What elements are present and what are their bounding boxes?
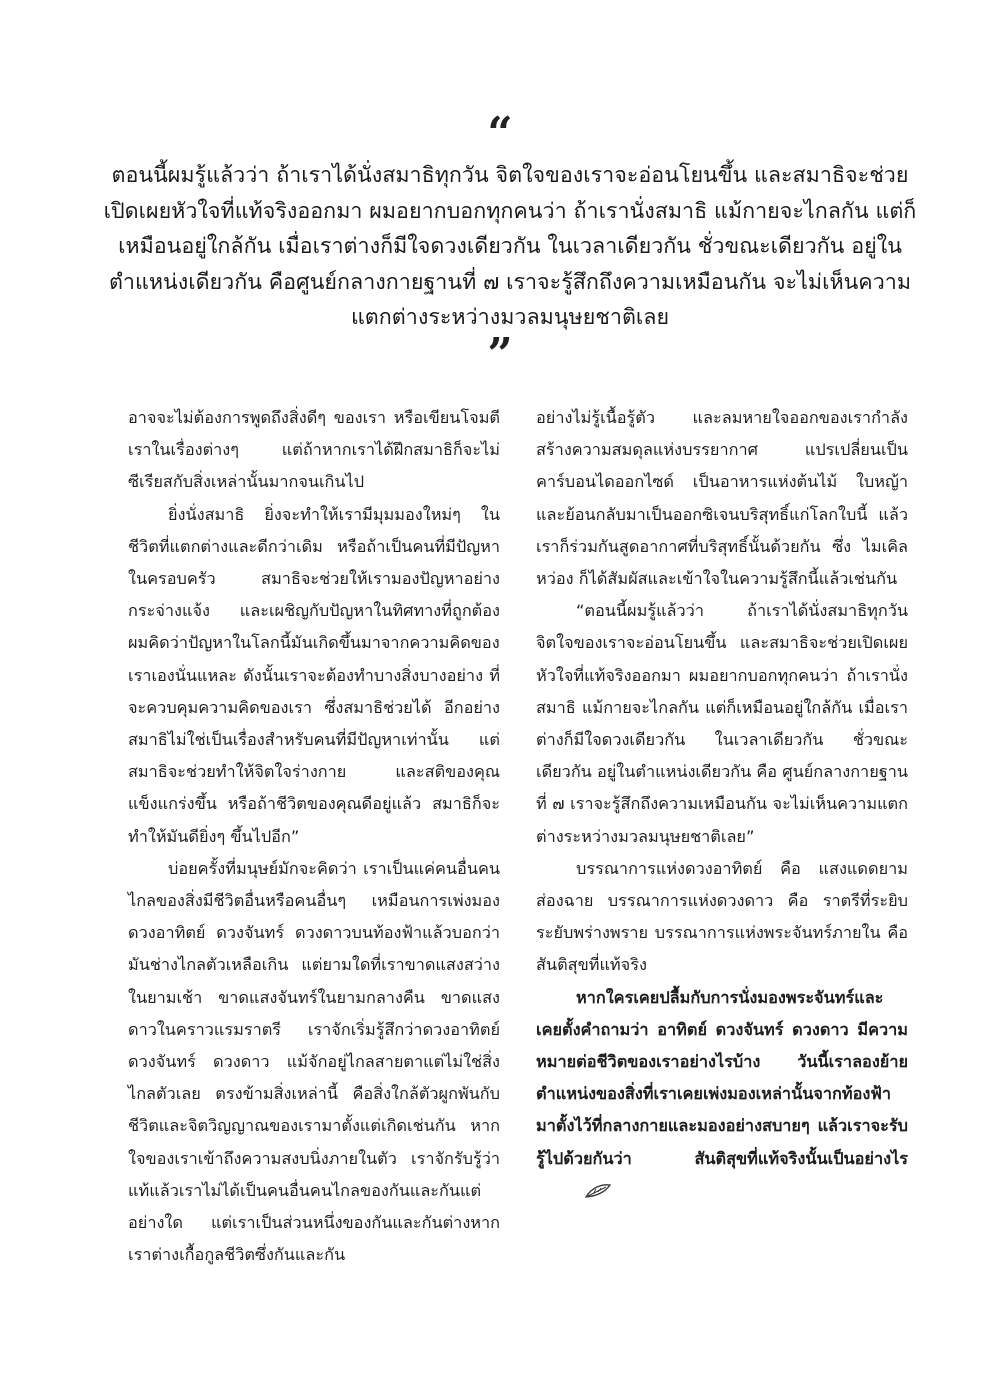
open-quote-mark: “ [487, 108, 513, 159]
leaf-end-mark-icon [544, 1178, 612, 1210]
right-paragraph-4-text: หากใครเคยปลื้มกับการนั่งมองพระจันทร์และเคยตั้งคำถามว่า อาทิตย์ ดวงจันทร์ ดวงดาว มีความหมายต่อชีวิตของเราอย่างไรบ้าง วันนี้เราลองย้ายตำแหน่งของสิ่งที่เราเคยเพ่งมองเหล่านั้นจากท้องฟ้ามาตั้งไว้ที่กลางกายและมองอย่างสบายๆ แล้วเราจะรับรู้ไปด้วยกันว่า สันติสุขที่แท้จริงนั้นเป็นอย่างไร [536, 987, 908, 1168]
right-paragraph-2: “ตอนนี้ผมรู้แล้วว่า ถ้าเราได้นั่งสมาธิทุกวัน จิตใจของเราจะอ่อนโยนขึ้น และสมาธิจะช่วยเปิดเผยหัวใจที่แท้จริงออกมา ผมอยากบอกทุกคนว่า ถ้าเรานั่งสมาธิ แม้กายจะไกลกัน แต่ก็เหมือนอยู่ใกล้กัน เมื่อเราต่างก็มีใจดวงเดียวกัน ในเวลาเดียวกัน ชั่วขณะเดียวกัน อยู่ในตำแหน่งเดียวกัน คือ ศูนย์กลางกายฐานที่ ๗ เราจะรู้สึกถึงความเหมือนกัน จะไม่เห็นความแตกต่างระหว่างมวลมนุษยชาติเลย” [536, 601, 908, 846]
right-paragraph-1: อย่างไม่รู้เนื้อรู้ตัว และลมหายใจออกของเรากำลังสร้างความสมดุลแห่งบรรยากาศ แปรเปลี่ยนเป็นคาร์บอนไดออกไซด์ เป็นอาหารแห่งต้นไม้ ใบหญ้า และย้อนกลับมาเป็นออกซิเจนบริสุทธิ์แก่โลกใบนี้ แล้วเราก็ร่วมกันสูดอากาศที่บริสุทธิ์นั้นด้วยกัน ซึ่ง ไมเคิล หว่อง ก็ได้สัมผัสและเข้าใจในความรู้สึกนี้แล้วเช่นกัน [536, 408, 908, 589]
left-paragraph-2: ยิ่งนั่งสมาธิ ยิ่งจะทำให้เรามีมุมมองใหม่ๆ ในชีวิตที่แตกต่างและดีกว่าเดิม หรือถ้าเป็นคนที่มีปัญหาในครอบครัว สมาธิจะช่วยให้เรามองปัญหาอย่างกระจ่างแจ้ง และเผชิญกับปัญหาในทิศทางที่ถูกต้อง ผมคิดว่าปัญหาในโลกนี้มันเกิดขึ้นมาจากความคิดของเราเองนั่นแหละ ดังนั้นเราจะต้องทำบางสิ่งบางอย่าง ที่จะควบคุมความคิดของเรา ซึ่งสมาธิช่วยได้ อีกอย่างสมาธิไม่ใช่เป็นเรื่องสำหรับคนที่มีปัญหาเท่านั้น แต่สมาธิจะช่วยทำให้จิตใจร่างกาย และสติของคุณแข็งแกร่งขึ้น หรือถ้าชีวิตของคุณดีอยู่แล้ว สมาธิก็จะทำให้มันดียิ่งๆ ขึ้นไปอีก” [128, 504, 500, 846]
close-quote-mark: ” [487, 329, 513, 380]
left-paragraph-3: บ่อยครั้งที่มนุษย์มักจะคิดว่า เราเป็นแค่คนอื่นคนไกลของสิ่งมีชีวิตอื่นหรือคนอื่นๆ เหมือนการเพ่งมองดวงอาทิตย์ ดวงจันทร์ ดวงดาวบนท้องฟ้าแล้วบอกว่า มันช่างไกลตัวเหลือเกิน แต่ยามใดที่เราขาดแสงสว่างในยามเช้า ขาดแสงจันทร์ในยามกลางคืน ขาดแสงดาวในคราวแรมราตรี เราจักเริ่มรู้สึกว่าดวงอาทิตย์ ดวงจันทร์ ดวงดาว แม้จักอยู่ไกลสายตาแต่ไม่ใช่สิ่งไกลตัวเลย ตรงข้ามสิ่งเหล่านี้ คือสิ่งใกล้ตัวผูกพันกับชีวิตและจิตวิญญาณของเรามาตั้งแต่เกิดเช่นกัน หากใจของเราเข้าถึงความสงบนิ่งภายในตัว เราจักรับรู้ว่า แท้แล้วเราไม่ได้เป็นคนอื่นคนไกลของกันและกันแต่อย่างใด แต่เราเป็นส่วนหนึ่งของกันและกันต่างหาก เราต่างเกื้อกูลชีวิตซึ่งกันและกัน [128, 858, 500, 1265]
right-column [536, 402, 908, 1210]
right-paragraph-3: บรรณาการแห่งดวงอาทิตย์ คือ แสงแดดยามส่องฉาย บรรณาการแห่งดวงดาว คือ ราตรีที่ระยิบระยับพร่างพราย บรรณาการแห่งพระจันทร์ภายใน คือ สันติสุขที่แท้จริง [536, 858, 908, 975]
right-paragraph-4 [536, 982, 908, 1210]
left-paragraph-1: อาจจะไม่ต้องการพูดถึงสิ่งดีๆ ของเรา หรือเขียนโจมตีเราในเรื่องต่างๆ แต่ถ้าหากเราได้ฝึกสมาธิก็จะไม่ซีเรียสกับสิ่งเหล่านั้นมากจนเกินไป [128, 408, 500, 492]
left-column [128, 402, 500, 1271]
pull-quote: ตอนนี้ผมรู้แล้วว่า ถ้าเราได้นั่งสมาธิทุกวัน จิตใจของเราจะอ่อนโยนขึ้น และสมาธิจะช่วยเปิดเผยหัวใจที่แท้จริงออกมา ผมอยากบอกทุกคนว่า ถ้าเรานั่งสมาธิ แม้กายจะไกลกัน แต่ก็เหมือนอยู่ใกล้กัน เมื่อเราต่างก็มีใจดวงเดียวกัน ในเวลาเดียวกัน ชั่วขณะเดียวกัน อยู่ในตำแหน่งเดียวกัน คือศูนย์กลางกายฐานที่ ๗ เราจะรู้สึกถึงความเหมือนกัน จะไม่เห็นความแตกต่างระหว่างมวลมนุษยชาติเลย [103, 163, 917, 330]
